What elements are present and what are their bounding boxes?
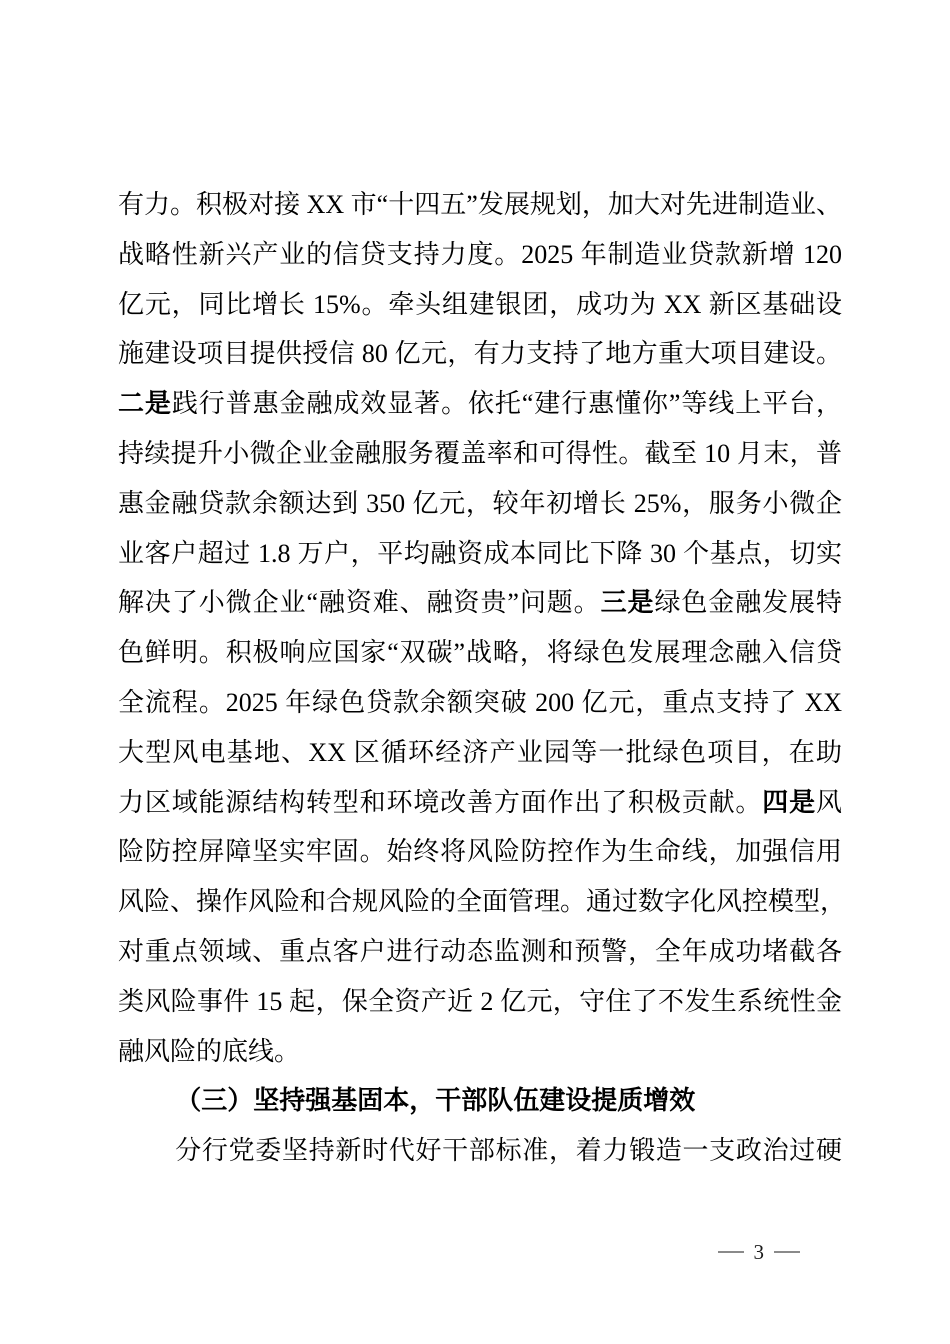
text-line <box>118 180 842 230</box>
text-line <box>118 1027 842 1077</box>
text-segment: 持续提升小微企业金融服务覆盖率和可得性。截至 10 月末，普 <box>118 438 842 468</box>
text-segment: 色鲜明。积极响应国家“双碳”战略，将绿色发展理念融入信贷 <box>118 638 842 668</box>
text-segment: 风险、操作风险和合规风险的全面管理。通过数字化风控模型， <box>118 887 847 917</box>
text-segment: 解决了小微企业“融资难、融资贵”问题。 <box>118 588 601 618</box>
text-line <box>118 778 842 828</box>
text-line <box>118 628 842 678</box>
page-number-dash-right <box>774 1251 800 1253</box>
bold-text-segment: 二是 <box>118 388 172 419</box>
text-segment: 战略性新兴产业的信贷支持力度。2025 年制造业贷款新增 120 <box>118 239 842 269</box>
text-segment: 有力。积极对接 XX 市“十四五”发展规划，加大对先进制造业、 <box>118 190 842 219</box>
text-segment: 惠金融贷款余额达到 350 亿元，较年初增长 25%，服务小微企 <box>118 488 842 518</box>
page-footer <box>718 1240 801 1264</box>
text-line <box>118 329 842 379</box>
text-segment: 融风险的底线。 <box>118 1036 301 1066</box>
bold-text-segment: 四是 <box>762 786 816 817</box>
text-line <box>118 280 842 330</box>
text-line <box>118 529 842 579</box>
text-line <box>118 1126 842 1176</box>
text-segment: 分行党委坚持新时代好干部标准，着力锻造一支政治过硬 <box>175 1136 842 1166</box>
text-segment: 险防控屏障坚实牢固。始终将风险防控作为生命线，加强信用 <box>118 837 842 867</box>
text-segment: 践行普惠金融成效显著。依托“建行惠懂你”等线上平台， <box>171 389 842 419</box>
text-segment: 风 <box>815 787 842 817</box>
page-number: 3 <box>753 1240 764 1264</box>
text-line <box>118 728 842 778</box>
text-line <box>118 678 842 728</box>
text-line <box>118 877 847 927</box>
bold-text-segment: 三是 <box>600 587 655 618</box>
text-segment: 大型风电基地、XX 区循环经济产业园等一批绿色项目，在助 <box>118 737 842 767</box>
text-segment: 亿元，同比增长 15%。牵头组建银团，成功为 XX 新区基础设 <box>118 289 842 319</box>
document-body <box>118 180 847 1176</box>
text-line <box>118 977 842 1027</box>
text-segment: 类风险事件 15 起，保全资产近 2 亿元，守住了不发生系统性金 <box>118 986 842 1016</box>
text-line <box>118 379 842 429</box>
text-segment: 全流程。2025 年绿色贷款余额突破 200 亿元，重点支持了 XX <box>118 687 842 717</box>
text-line <box>118 429 842 479</box>
text-line <box>118 578 842 628</box>
text-segment: 业客户超过 1.8 万户，平均融资成本同比下降 30 个基点，切实 <box>118 538 842 568</box>
text-line <box>118 927 842 977</box>
bold-text-segment: （三）坚持强基固本，干部队伍建设提质增效 <box>175 1085 696 1116</box>
text-line <box>118 479 842 529</box>
text-segment: 绿色金融发展特 <box>654 588 842 618</box>
text-line <box>118 230 842 280</box>
text-line <box>118 827 842 877</box>
text-segment: 力区域能源结构转型和环境改善方面作出了积极贡献。 <box>118 787 763 817</box>
text-segment: 施建设项目提供授信 80 亿元，有力支持了地方重大项目建设。 <box>118 339 842 369</box>
page-number-dash-left <box>718 1251 744 1253</box>
section-heading <box>118 1076 842 1126</box>
text-segment: 对重点领域、重点客户进行动态监测和预警，全年成功堵截各 <box>118 936 842 966</box>
